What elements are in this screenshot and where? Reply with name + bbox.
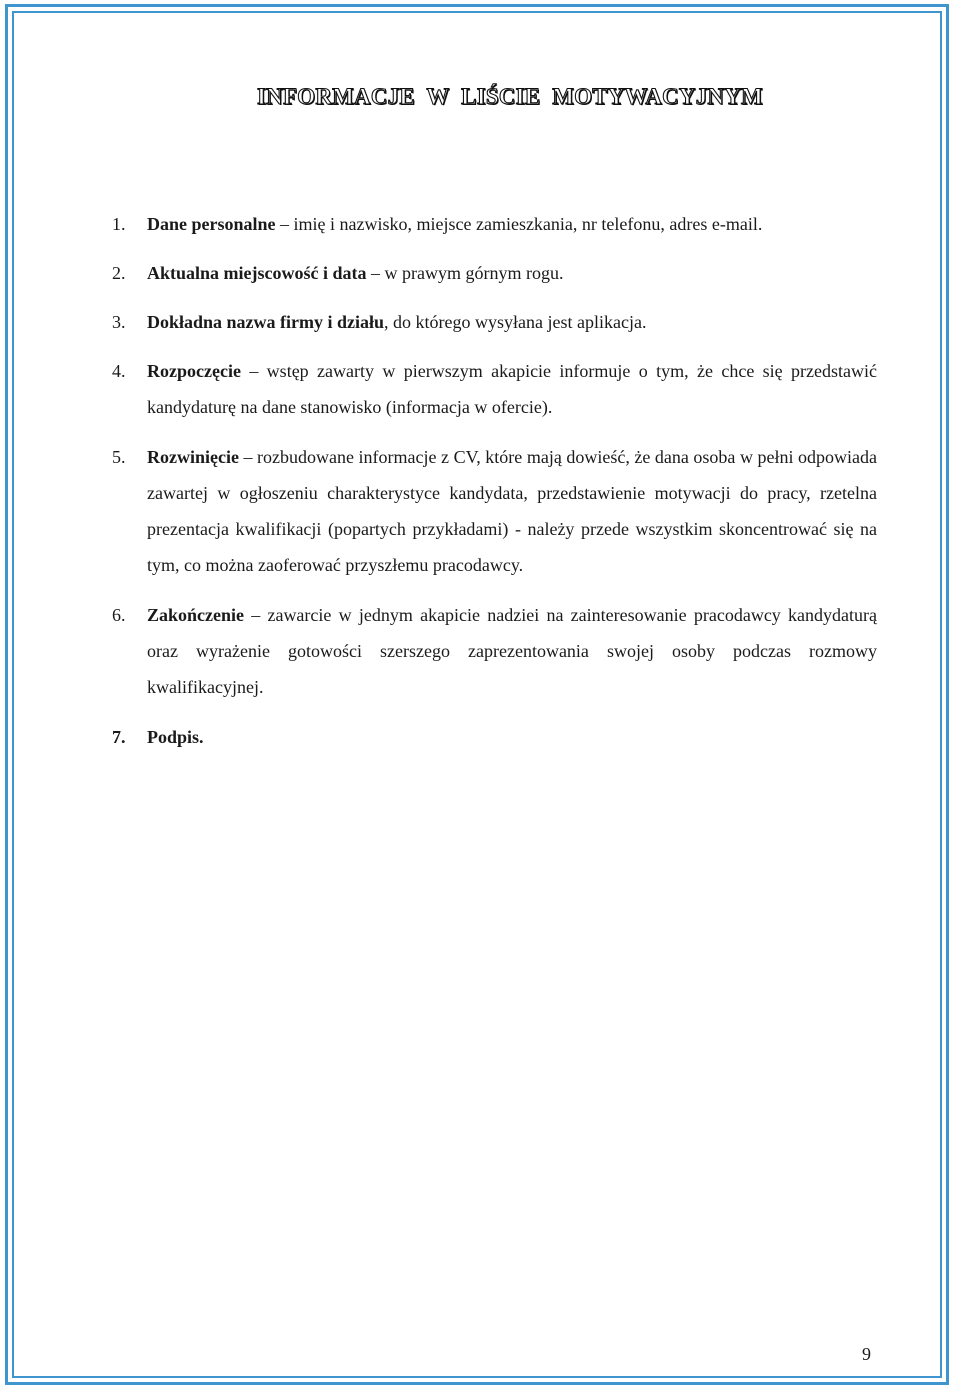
list-item-number: 5.	[112, 447, 126, 467]
list-item-number: 1.	[112, 214, 126, 234]
list-item-number: 2.	[112, 263, 126, 283]
list-item	[112, 439, 877, 583]
list-item-text: – wstęp zawarty w pierwszym akapicie informuje o tym, że chce się przedstawić kandydaturę na dane stanowisko (informacja w ofercie).	[147, 361, 877, 417]
list-item-text: – rozbudowane informacje z CV, które mają dowieść, że dana osoba w pełni odpowiada zawartej w ogłoszeniu charakterystyce kandydata, przedstawienie motywacji do pracy, rzetelna prezentacja kwalifikacji (popartych przykładami) - należy przede wszystkim skoncentrować się na tym, co można zaoferować przyszłemu pracodawcy.	[147, 447, 877, 575]
list-item-heading: Rozwinięcie	[147, 447, 239, 467]
list-item-text: , do którego wysyłana jest aplikacja.	[384, 312, 647, 332]
list-item-heading: Podpis.	[147, 727, 204, 747]
list-item-heading: Dane personalne	[147, 214, 276, 234]
info-list	[112, 206, 877, 769]
list-item-heading: Aktualna miejscowość i data	[147, 263, 367, 283]
list-item-text: – imię i nazwisko, miejsce zamieszkania, nr telefonu, adres e-mail.	[275, 214, 763, 234]
list-item-number: 6.	[112, 605, 126, 625]
page-number: 9	[862, 1344, 871, 1364]
list-item	[112, 719, 877, 755]
list-item-text: – zawarcie w jednym akapicie nadziei na zainteresowanie pracodawcy kandydaturą oraz wyrażenie gotowości szerszego zaprezentowania swojej osoby podczas rozmowy kwalifikacyjnej.	[147, 605, 877, 697]
list-item-heading: Dokładna nazwa firmy i działu	[147, 312, 385, 332]
list-item-number: 3.	[112, 312, 126, 332]
list-item-text: – w prawym górnym rogu.	[366, 263, 564, 283]
list-item-number: 7.	[112, 727, 126, 747]
list-item	[112, 597, 877, 705]
document-title: INFORMACJE W LIŚCIE MOTYWACYJNYM	[257, 84, 763, 109]
list-item	[112, 206, 877, 242]
list-item-heading: Rozpoczęcie	[147, 361, 241, 381]
list-item	[112, 304, 877, 340]
list-item	[112, 255, 877, 291]
list-item-number: 4.	[112, 361, 126, 381]
list-item-heading: Zakończenie	[147, 605, 244, 625]
list-item	[112, 353, 877, 425]
